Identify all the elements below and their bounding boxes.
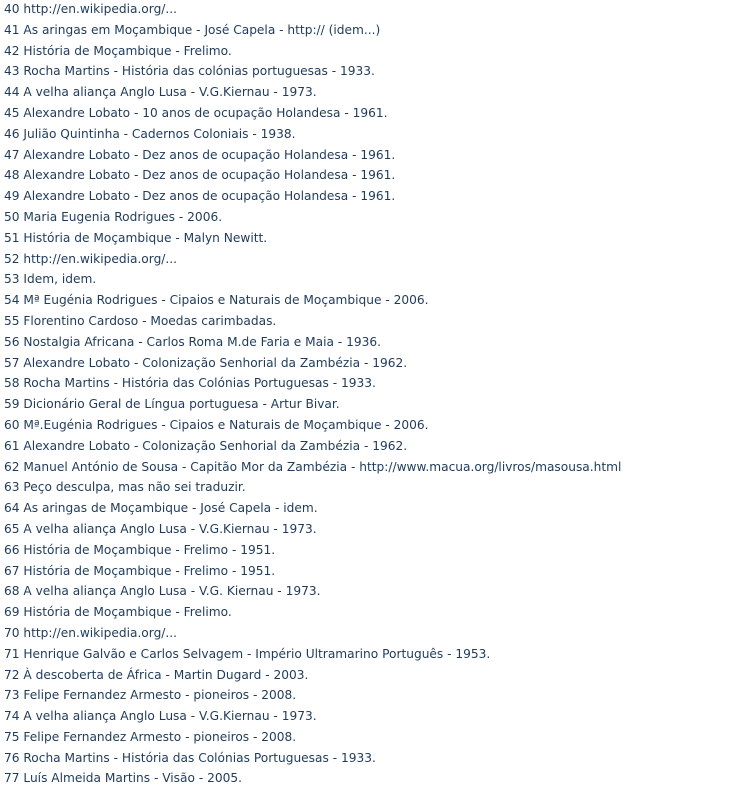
footnote-53: 53 Idem, idem. xyxy=(4,272,97,287)
footnote-68: 68 A velha aliança Anglo Lusa - V.G. Kiernau - 1973. xyxy=(4,584,321,599)
footnote-74: 74 A velha aliança Anglo Lusa - V.G.Kiernau - 1973. xyxy=(4,709,317,724)
footnote-57: 57 Alexandre Lobato - Colonização Senhorial da Zambézia - 1962. xyxy=(4,355,408,370)
footnote-60: 60 Mª.Eugénia Rodrigues - Cipaios e Naturais de Moçambique - 2006. xyxy=(4,417,429,432)
footnote-56: 56 Nostalgia Africana - Carlos Roma M.de Faria e Maia - 1936. xyxy=(4,334,381,349)
footnote-48: 48 Alexandre Lobato - Dez anos de ocupação Holandesa - 1961. xyxy=(4,168,396,183)
footnote-77: 77 Luís Almeida Martins - Visão - 2005. xyxy=(4,771,242,786)
footnote-62: 62 Manuel António de Sousa - Capitão Mor da Zambézia - http://www.macua.org/livros/masousa.html xyxy=(4,459,622,474)
footnote-75: 75 Felipe Fernandez Armesto - pioneiros - 2008. xyxy=(4,729,297,744)
footnote-54: 54 Mª Eugénia Rodrigues - Cipaios e Naturais de Moçambique - 2006. xyxy=(4,293,429,308)
footnote-73: 73 Felipe Fernandez Armesto - pioneiros - 2008. xyxy=(4,688,297,703)
footnote-50: 50 Maria Eugenia Rodrigues - 2006. xyxy=(4,209,223,224)
footnote-45: 45 Alexandre Lobato - 10 anos de ocupação Holandesa - 1961. xyxy=(4,105,388,120)
footnote-66: 66 História de Moçambique - Frelimo - 1951. xyxy=(4,542,276,557)
footnote-64: 64 As aringas de Moçambique - José Capela - idem. xyxy=(4,501,318,516)
footnote-63: 63 Peço desculpa, mas não sei traduzir. xyxy=(4,480,246,495)
footnote-52: 52 http://en.wikipedia.org/... xyxy=(4,251,178,266)
footnote-67: 67 História de Moçambique - Frelimo - 1951. xyxy=(4,563,276,578)
footnote-42: 42 História de Moçambique - Frelimo. xyxy=(4,43,232,58)
footnote-70: 70 http://en.wikipedia.org/... xyxy=(4,625,178,640)
footnote-72: 72 À descoberta de África - Martin Dugard - 2003. xyxy=(4,667,309,682)
footnote-44: 44 A velha aliança Anglo Lusa - V.G.Kiernau - 1973. xyxy=(4,85,317,100)
footnote-76: 76 Rocha Martins - História das Colónias Portuguesas - 1933. xyxy=(4,750,376,765)
footnote-40: 40 http://en.wikipedia.org/... xyxy=(4,2,178,16)
footnote-51: 51 História de Moçambique - Malyn Newitt. xyxy=(4,230,268,245)
footnote-49: 49 Alexandre Lobato - Dez anos de ocupação Holandesa - 1961. xyxy=(4,189,396,204)
footnote-46: 46 Julião Quintinha - Cadernos Coloniais - 1938. xyxy=(4,126,296,141)
footnote-41: 41 As aringas em Moçambique - José Capela - http:// (idem...) xyxy=(4,22,381,37)
footnote-69: 69 História de Moçambique - Frelimo. xyxy=(4,605,232,620)
footnote-55: 55 Florentino Cardoso - Moedas carimbadas. xyxy=(4,313,277,328)
footnote-59: 59 Dicionário Geral de Língua portuguesa - Artur Bivar. xyxy=(4,397,340,412)
footnote-61: 61 Alexandre Lobato - Colonização Senhorial da Zambézia - 1962. xyxy=(4,438,408,453)
footnote-65: 65 A velha aliança Anglo Lusa - V.G.Kiernau - 1973. xyxy=(4,521,317,536)
footnotes-list xyxy=(4,0,621,789)
footnote-43: 43 Rocha Martins - História das colónias portuguesas - 1933. xyxy=(4,64,375,79)
footnote-58: 58 Rocha Martins - História das Colónias Portuguesas - 1933. xyxy=(4,376,376,391)
footnote-47: 47 Alexandre Lobato - Dez anos de ocupação Holandesa - 1961. xyxy=(4,147,396,162)
footnote-71: 71 Henrique Galvão e Carlos Selvagem - Império Ultramarino Português - 1953. xyxy=(4,646,491,661)
